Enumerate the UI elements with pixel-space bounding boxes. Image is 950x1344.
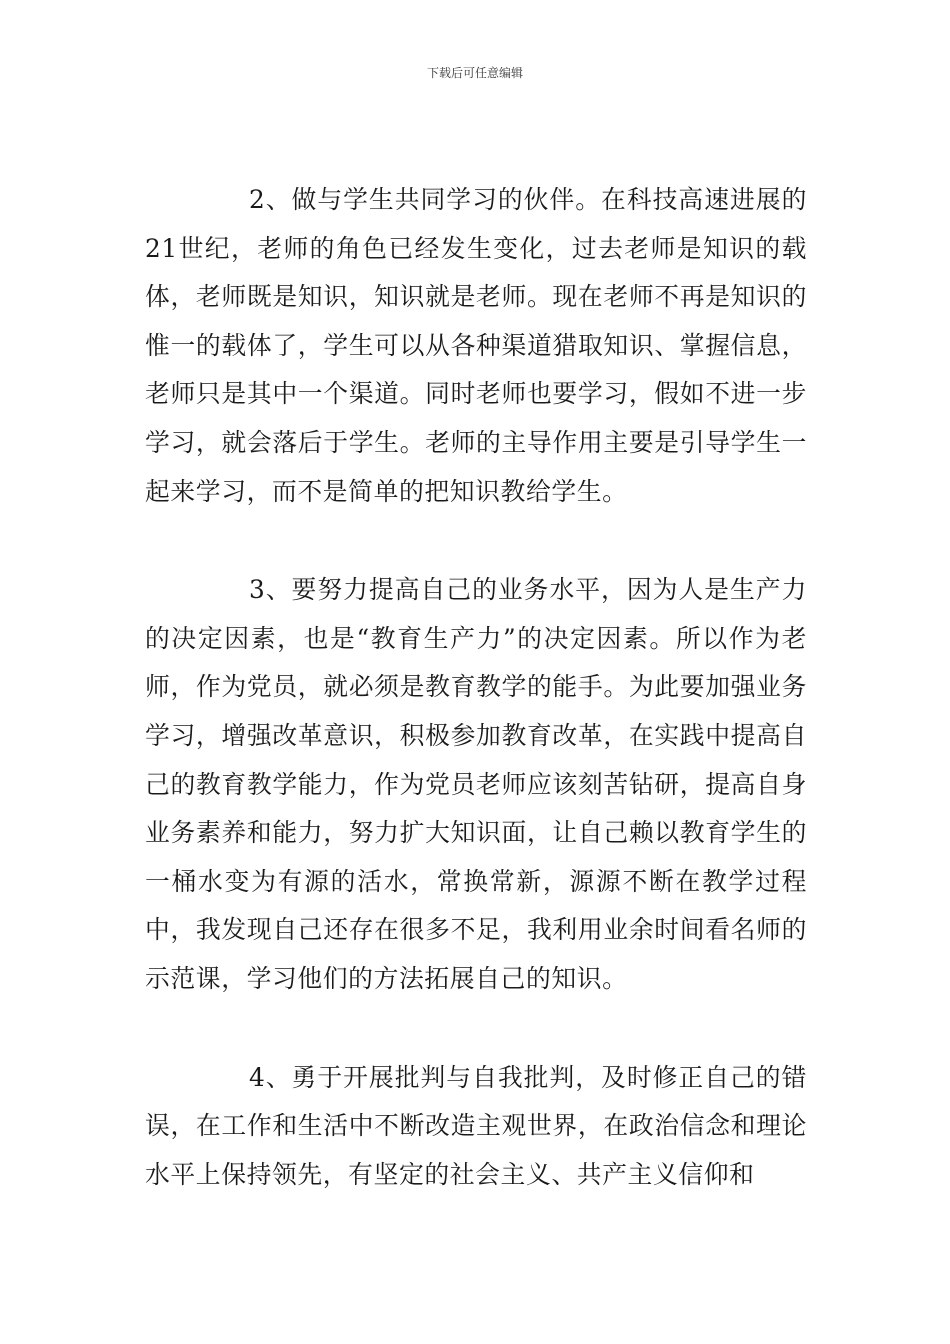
paragraph-2: 2、做与学生共同学习的伙伴。在科技高速进展的21世纪，老师的角色已经发生变化，过去老师是知识的载体，老师既是知识，知识就是老师。现在老师不再是知识的惟一的载体了，学生可以从各种渠道猎取知识、掌握信息，老师只是其中一个渠道。同时老师也要学习，假如不进一步学习，就会落后于学生。老师的主导作用主要是引导学生一起来学习，而不是简单的把知识教给学生。: [145, 185, 807, 506]
page-header: 下载后可任意编辑: [426, 66, 523, 80]
paragraph-3: 3、要努力提高自己的业务水平，因为人是生产力的决定因素，也是“教育生产力”的决定因素。所以作为老师，作为党员，就必须是教育教学的能手。为此要加强业务学习，增强改革意识，积极参加教育改革，在实践中提高自己的教育教学能力，作为党员老师应该刻苦钻研，提高自身业务素养和能力，努力扩大知识面，让自己赖以教育学生的一桶水变为有源的活水，常换常新，源源不断在教学过程中，我发现自己还存在很多不足，我利用业余时间看名师的示范课，学习他们的方法拓展自己的知识。: [145, 575, 807, 993]
document-body: [145, 176, 807, 1199]
paragraph-4: 4、勇于开展批判与自我批判，及时修正自己的错误，在工作和生活中不断改造主观世界，在政治信念和理论水平上保持领先，有坚定的社会主义、共产主义信仰和: [145, 1062, 807, 1189]
